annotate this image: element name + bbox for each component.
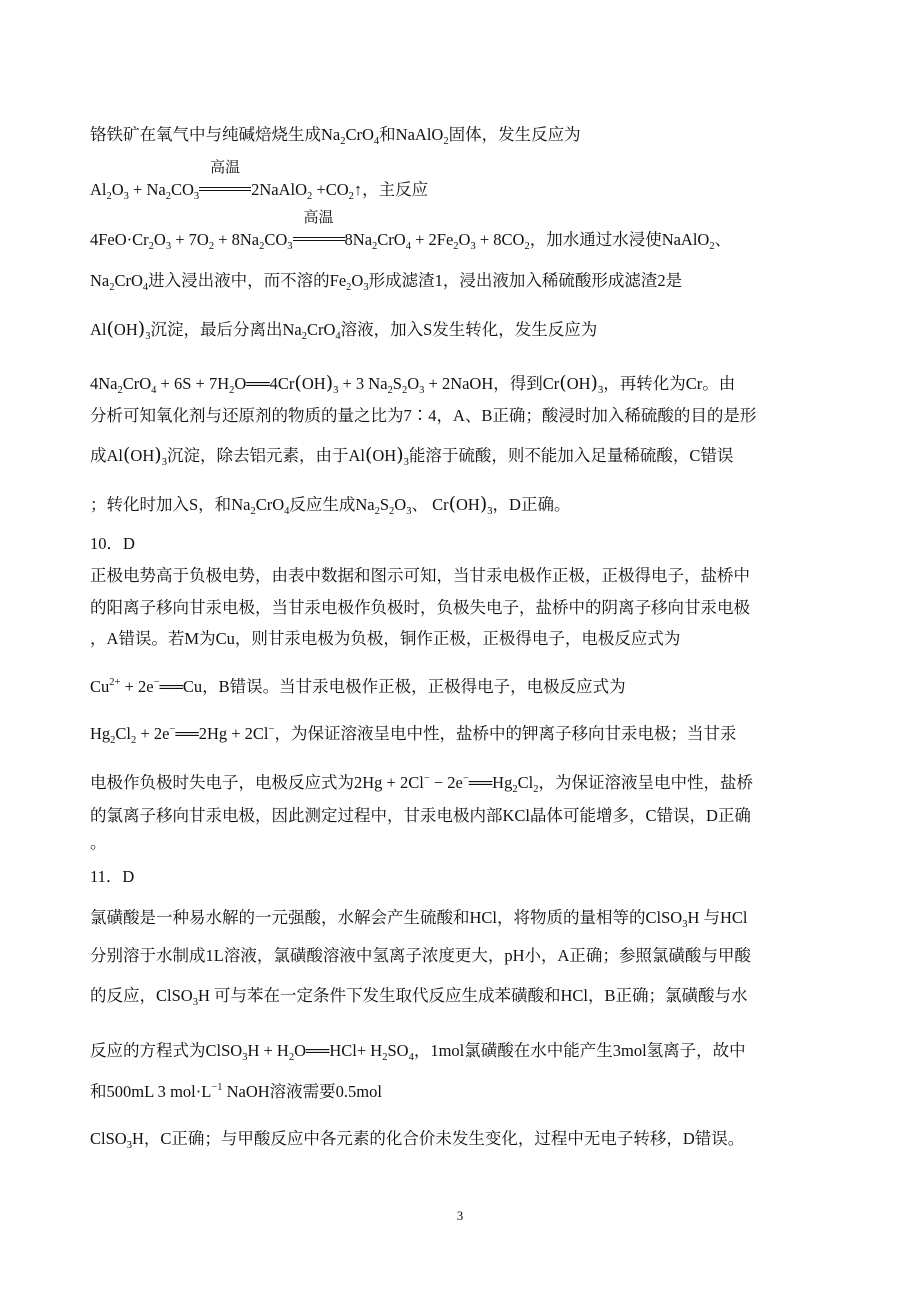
text: 与HCl bbox=[703, 908, 748, 927]
text: ，得到 bbox=[493, 374, 543, 393]
question-10-heading: 10．D bbox=[90, 534, 135, 553]
text: ，1mol氯磺酸在水中能产生3mol氢离子，故中 bbox=[413, 1041, 746, 1060]
text: 形成滤渣1，浸出液加入稀硫酸形成滤渣2是 bbox=[368, 271, 683, 290]
text: 、 bbox=[411, 495, 428, 514]
q11-line-2: 分别溶于水制成1L溶液，氯磺酸溶液中氢离子浓度更大，pH小，A正确；参照氯磺酸与甲酸 bbox=[90, 946, 751, 965]
reaction-condition: 高温 bbox=[210, 160, 241, 176]
text: ，加水通过水浸使 bbox=[529, 230, 662, 249]
text: ，C正确；与甲酸反应中各元素的化合价未发生变化，过程中无电子转移，D错误。 bbox=[143, 1129, 745, 1148]
text: 反应生成 bbox=[289, 495, 356, 514]
text: 溶液，加入S发生转化，发生反应为 bbox=[340, 320, 598, 339]
text: ，再转化为Cr。由 bbox=[603, 374, 736, 393]
text: NaOH溶液需要0.5mol bbox=[226, 1082, 382, 1101]
q10-line-3: ，A错误。若M为Cu，则甘汞电极为负极，铜作正极，正极得电子，电极反应式为 bbox=[90, 629, 681, 648]
text: 和 bbox=[379, 125, 396, 144]
text: ，为保证溶液呈电中性，盐桥 bbox=[538, 773, 753, 792]
text: ，D正确。 bbox=[492, 495, 571, 514]
text: ；转化时加入S，和 bbox=[90, 495, 232, 514]
text: 反应的方程式为 bbox=[90, 1041, 206, 1060]
line-4: $Na_2CrO_4$进入浸出液中，而不溶的$Fe_2O_3$形成滤渣1，浸出液加入稀硫酸形成滤渣2是 bbox=[90, 271, 683, 293]
q10-line-7: 的氯离子移向甘汞电极，因此测定过程中，甘汞电极内部KCl晶体可能增多，C错误，D正确 bbox=[90, 806, 751, 825]
q11-line-1: 氯磺酸是一种易水解的一元强酸，水解会产生硫酸和HCl，将物质的量相等的ClSO$_3$H 与HCl bbox=[90, 908, 748, 930]
q11-line-3: 的反应，ClSO$_3$H 可与苯在一定条件下发生取代反应生成苯磺酸和HCl，B正确；氯磺酸与水 bbox=[90, 986, 748, 1008]
q11-line-6: ClSO$_3$H，C正确；与甲酸反应中各元素的化合价未发生变化，过程中无电子转移，D错误。 bbox=[90, 1129, 745, 1151]
equation-3: $4Na_2CrO_4 + 6S$ + $7H_2O══4Cr(OH)_3 + 3$ $Na_2S_2O_3$ + 2NaOH，得到$Cr(OH)_3$，再转化为Cr。由 bbox=[90, 372, 736, 396]
text: 沉淀，最后分离出 bbox=[150, 320, 283, 339]
text: 、 bbox=[714, 230, 732, 249]
text: ，主反应 bbox=[362, 180, 429, 199]
q11-line-4: 反应的方程式为ClSO$_3$H + $H_2O══HCl+ H_2SO_4$，1mol氯磺酸在水中能产生3mol氢离子，故中 bbox=[90, 1041, 746, 1063]
text: 成 bbox=[90, 446, 107, 465]
text: 铬铁矿在氧气中与纯碱焙烧生成 bbox=[90, 125, 321, 144]
q10-line-8: 。 bbox=[90, 833, 107, 852]
q10-line-6: 电极作负极时失电子，电极反应式为$2Hg + 2Cl^- - 2e^-══Hg_2Cl_2$，为保证溶液呈电中性，盐桥 bbox=[90, 773, 753, 795]
text: 电极作负极时失电子，电极反应式为 bbox=[90, 773, 354, 792]
line-8: 成$Al(OH)_3$沉淀，除去铝元素，由于$Al(OH)_3$能溶于硫酸，则不能加入足量稀硫酸，C错误 bbox=[90, 444, 734, 468]
text: 固体，发生反应为 bbox=[448, 125, 581, 144]
equation-2: $4FeO\cdot Cr_2O_3 + 7O_2 + 8Na_2CO_3$ 高温 $8Na_2CrO_4 + 2Fe_2O_3 + 8CO_2$，加水通过水浸使NaAlO$_2$、 bbox=[90, 210, 732, 252]
page-number: 3 bbox=[456, 1208, 464, 1223]
line-7: 分析可知氧化剂与还原剂的物质的量之比为7∶4，A、B正确；酸浸时加入稀硫酸的目的是形 bbox=[90, 406, 757, 425]
text: 进入浸出液中，而不溶的 bbox=[148, 271, 330, 290]
reaction-condition: 高温 bbox=[303, 210, 334, 226]
text: 的反应， bbox=[90, 986, 156, 1005]
text: 沉淀，除去铝元素，由于 bbox=[166, 446, 349, 465]
text: 能溶于硫酸，则不能加入足量稀硫酸，C错误 bbox=[408, 446, 734, 465]
q10-line-4: $Cu^{2+}$ + 2e−══Cu，B错误。当甘汞电极作正极，正极得电子，电极反应式为 bbox=[90, 677, 626, 696]
text: ，B错误。当甘汞电极作正极，正极得电子，电极反应式为 bbox=[202, 677, 626, 696]
line-9: ；转化时加入S，和$Na_2CrO_4$反应生成$Na_2S_2O_3$、 $Cr(OH)_3$，D正确。 bbox=[90, 493, 571, 517]
question-11-heading: 11．D bbox=[90, 867, 135, 886]
q10-line-1: 正极电势高于负极电势，由表中数据和图示可知，当甘汞电极作正极，正极得电子，盐桥中 bbox=[90, 566, 750, 585]
text: 可与苯在一定条件下发生取代反应生成苯磺酸和HCl，B正确；氯磺酸与水 bbox=[213, 986, 748, 1005]
text: 和500mL 3 bbox=[90, 1082, 166, 1101]
line-5: $Al(OH)_3$沉淀，最后分离出$Na_2CrO_4$溶液，加入S发生转化，发生反应为 bbox=[90, 318, 598, 342]
text: 氯磺酸是一种易水解的一元强酸，水解会产生硫酸和HCl，将物质的量相等的 bbox=[90, 908, 646, 927]
q11-line-5: 和500mL 3 $mol\cdot L^{-1}$ NaOH溶液需要0.5mol bbox=[90, 1082, 382, 1101]
equation-1: $Al_2O_3 + Na_2CO_3$ 高温 2NaAlO$_2$ $+CO_2↑$，主反应 bbox=[90, 160, 429, 202]
q10-line-2: 的阳离子移向甘汞电极，当甘汞电极作负极时，负极失电子，盐桥中的阴离子移向甘汞电极 bbox=[90, 598, 750, 617]
line-1: 铬铁矿在氧气中与纯碱焙烧生成$Na_2CrO_4$和NaAlO$_2$固体，发生反应为 bbox=[90, 125, 581, 147]
text: ，为保证溶液呈电中性，盐桥中的钾离子移向甘汞电极；当甘汞 bbox=[274, 724, 737, 743]
q10-line-5: $Hg_2Cl_2$ + 2e−══2Hg + 2Cl−，为保证溶液呈电中性，盐桥中的钾离子移向甘汞电极；当甘汞 bbox=[90, 724, 737, 746]
